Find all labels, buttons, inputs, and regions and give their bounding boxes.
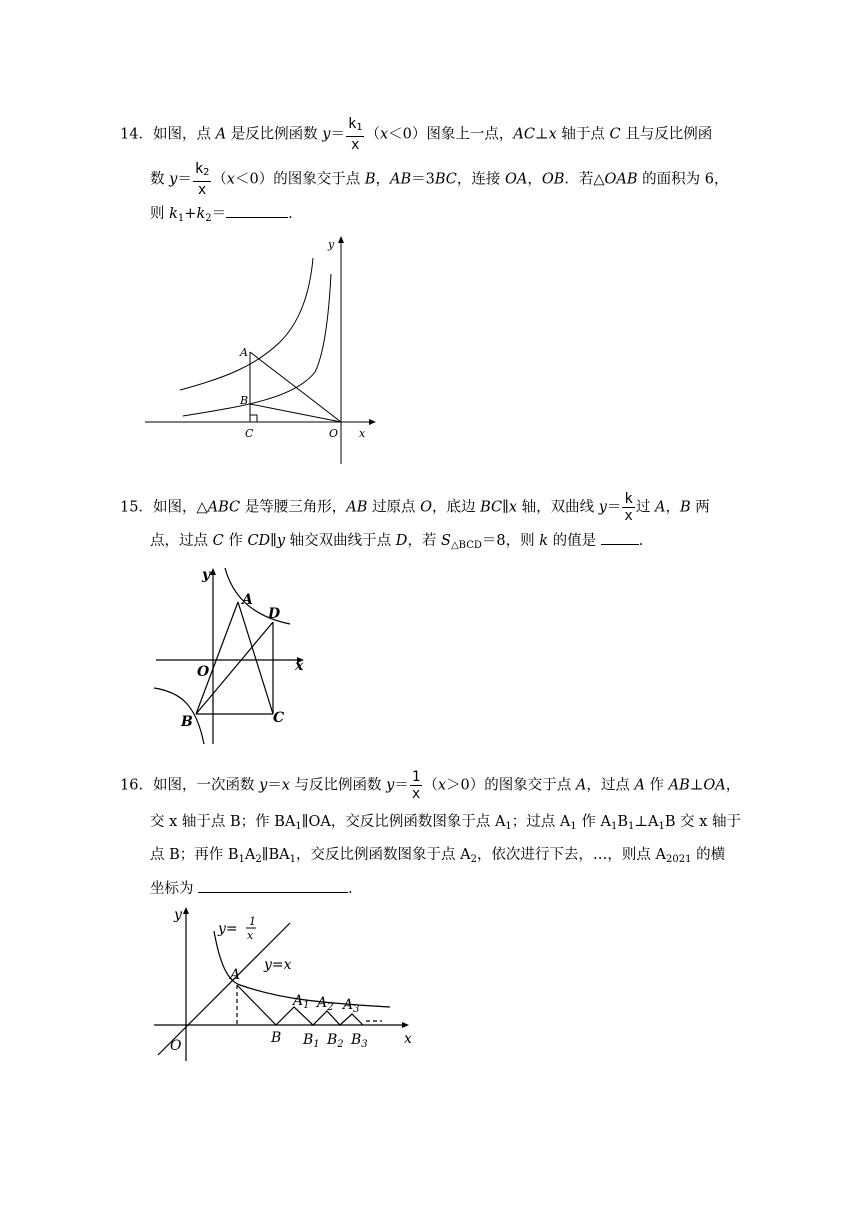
q16-label-y: y xyxy=(174,907,182,923)
q16-label-func-den: x xyxy=(247,929,254,942)
q14-answer-blank xyxy=(226,203,288,218)
q16-label-B2: $B_2$ xyxy=(327,1032,344,1050)
q15-fraction-k: $\frac{k}{x}$ xyxy=(624,491,633,524)
q15-label-C: C xyxy=(273,710,285,726)
q16-line-2: 交 x 轴于点 B；作 $BA_1\parallel OA$，交反比例函数图象于点 $A_1$；过点 $A_1$ 作 $A_1B_1\perp A_1B$ 交 x 轴于 xyxy=(150,814,742,832)
q14-line-3: 则 $k_1+k_2=$ ． xyxy=(150,203,303,229)
q14-curve-k2 xyxy=(183,274,331,416)
q16-x-arrow xyxy=(402,1022,409,1028)
q15-line-1: 15．如图，△ABC 是等腰三角形，AB 过原点 O，底边 BC∥x 轴，双曲线 y＝ $\frac{k}{x}$ 过 A，B 两 xyxy=(120,491,710,524)
q14-curve-k1 xyxy=(180,258,313,390)
q14-label-x: x xyxy=(359,427,366,440)
q16-label-A1: $A_1$ xyxy=(293,993,310,1011)
q14-segment-OB xyxy=(250,404,341,422)
q16-line-1: 16．如图，一次函数 y＝x 与反比例函数 y＝ $\frac{1}{x}$ （x＞0）的图象交于点 A，过点 A 作 AB⊥OA， xyxy=(120,769,741,802)
q15-label-O: O xyxy=(197,664,210,680)
q16-label-B1: $B_1$ xyxy=(303,1032,320,1050)
q15-label-D: D xyxy=(268,606,281,622)
q15-figure xyxy=(150,564,310,746)
q15-label-B: B xyxy=(181,714,193,730)
q15-y-arrow xyxy=(210,568,216,575)
q16-label-A2: $A_2$ xyxy=(317,995,334,1013)
q14-segment-OA xyxy=(250,352,341,422)
q16-label-B3: $B_3$ xyxy=(351,1032,368,1050)
q14-line-2: 数 y＝ $\frac{k_2}{x}$ （x＜0）的图象交于点 B，AB＝3BC，连接 OA，OB．若△OAB 的面积为 6， xyxy=(150,161,729,198)
q14-label-O: O xyxy=(329,427,339,440)
q16-answer-blank xyxy=(198,878,348,893)
q14-label-A: A xyxy=(240,346,248,359)
q14-right-angle-mark xyxy=(250,415,257,422)
q14-x-arrow xyxy=(369,419,376,425)
q14-label-y: y xyxy=(328,238,335,251)
q15-answer-blank xyxy=(601,530,639,545)
q14-line-1: 14．如图，点 A 是反比例函数 y＝ $\frac{k_1}{x}$ （x＜0）图象上一点，AC⊥x 轴于点 C 且与反比例函 xyxy=(120,116,713,153)
q14-label-B: B xyxy=(240,394,249,407)
q14-label-C: C xyxy=(245,427,254,440)
q16-fraction-1-over-x: $\frac{1}{x}$ xyxy=(411,769,421,802)
q16-label-O: O xyxy=(170,1038,182,1054)
q16-label-x: x xyxy=(404,1031,412,1047)
q16-label-A: A xyxy=(230,967,241,983)
q14-fraction-k2: $\frac{k_2}{x}$ xyxy=(194,161,210,198)
q15-label-y: y xyxy=(202,567,211,583)
q15-hyperbola-branch-2 xyxy=(154,688,204,744)
q16-y-arrow xyxy=(183,907,189,914)
q16-label-B: B xyxy=(271,1030,282,1046)
q15-segment-AB xyxy=(196,602,238,714)
q16-label-func-num: 1 xyxy=(249,915,256,928)
q16-label-A3: $A_3$ xyxy=(343,997,360,1015)
q14-y-arrow xyxy=(338,236,344,243)
q16-line-4: 坐标为 ． xyxy=(150,878,363,899)
q14-figure xyxy=(145,232,385,464)
q16-figure xyxy=(150,903,420,1063)
q16-label-yx: y=x xyxy=(264,957,292,973)
q16-segment-AB xyxy=(237,985,276,1025)
q14-fraction-k1: $\frac{k_1}{x}$ xyxy=(347,116,363,153)
q15-line-2: 点，过点 C 作 CD∥y 轴交双曲线于点 D，若 $S_{\triangle BCD}=8$，则 k 的值是 ． xyxy=(150,530,653,556)
q15-label-x: x xyxy=(295,658,304,674)
q16-line-3: 点 B；再作 $B_1A_2\parallel BA_1$，交反比例函数图象于点 $A_2$，依次进行下去，…，则点 $A_{2021}$ 的横 xyxy=(150,847,726,865)
q15-hyperbola-branch-1 xyxy=(225,568,290,624)
q15-label-A: A xyxy=(242,592,253,608)
q16-label-func-y: y= xyxy=(218,921,238,937)
